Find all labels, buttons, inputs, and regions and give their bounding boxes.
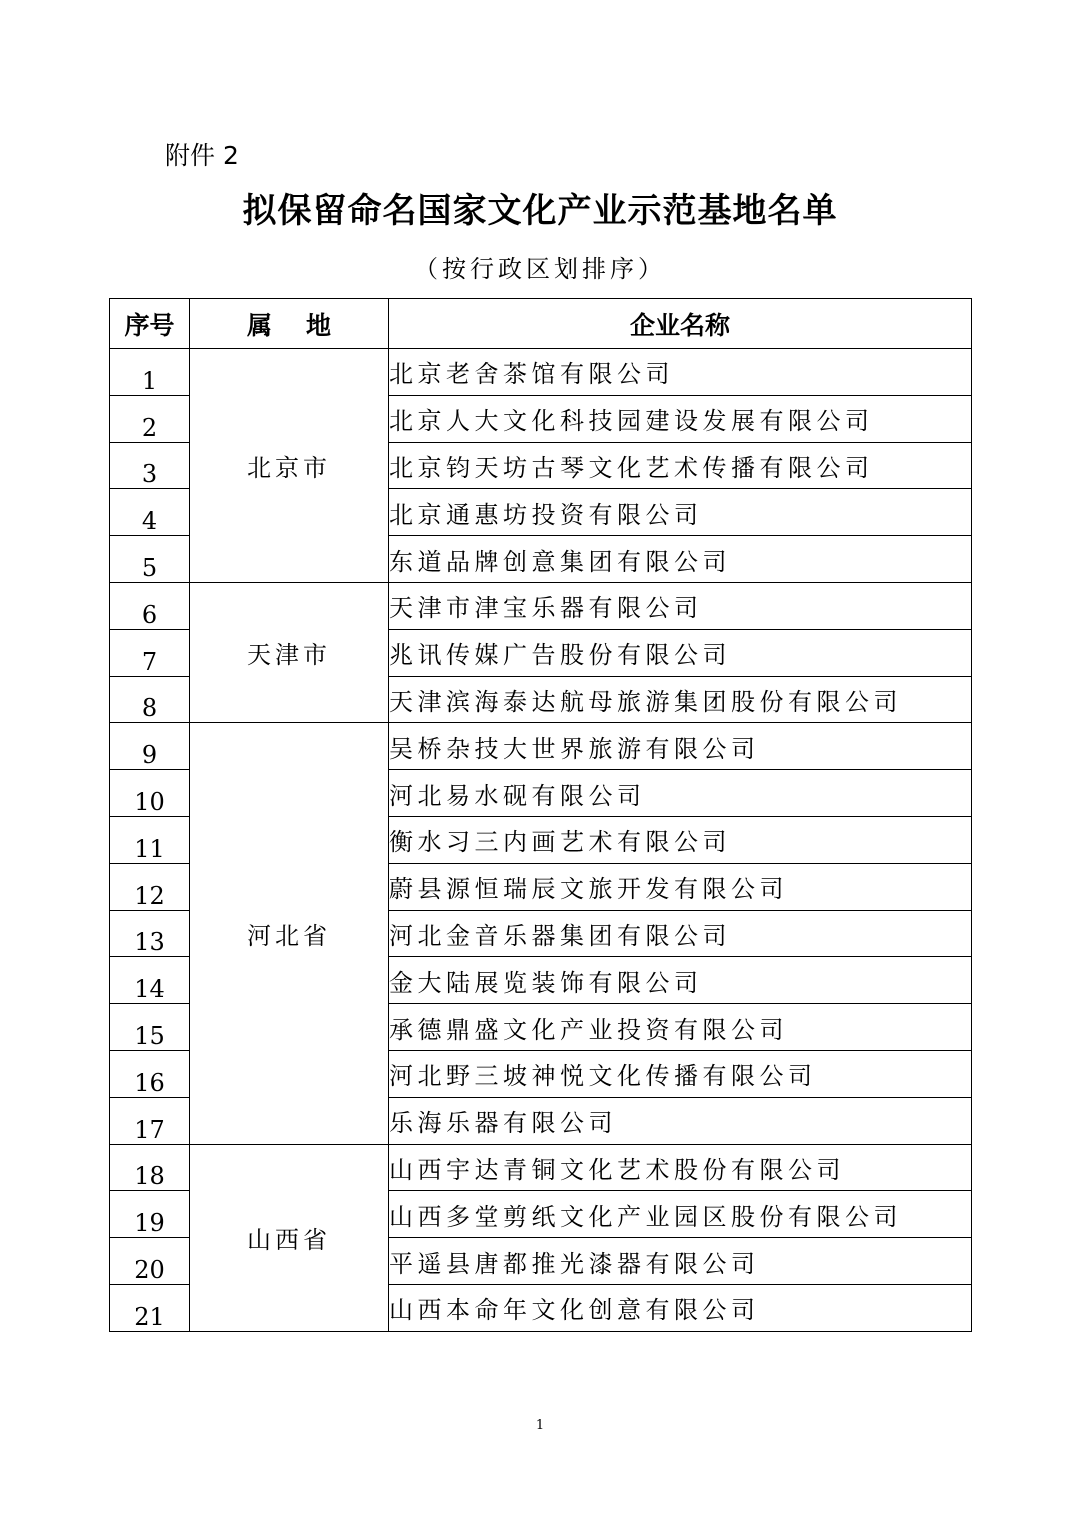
serial-number-cell: 10 <box>110 770 190 817</box>
attachment-label: 附件 2 <box>165 141 239 170</box>
serial-number-cell: 12 <box>110 863 190 910</box>
company-name-cell: 天津市津宝乐器有限公司 <box>389 582 972 629</box>
company-name-cell: 天津滨海泰达航母旅游集团股份有限公司 <box>389 676 972 723</box>
table-body <box>110 349 972 1332</box>
page-number: 1 <box>535 1418 545 1433</box>
company-name-cell: 吴桥杂技大世界旅游有限公司 <box>389 723 972 770</box>
serial-number-cell: 8 <box>110 676 190 723</box>
company-name-cell: 河北金音乐器集团有限公司 <box>389 910 972 957</box>
region-cell: 河北省 <box>190 723 389 1144</box>
serial-number-cell: 2 <box>110 395 190 442</box>
company-name-cell: 平遥县唐都推光漆器有限公司 <box>389 1238 972 1285</box>
serial-number-cell: 13 <box>110 910 190 957</box>
table-row <box>110 723 972 770</box>
table-row <box>110 582 972 629</box>
company-name-cell: 河北野三坡神悦文化传播有限公司 <box>389 1050 972 1097</box>
company-name-cell: 山西多堂剪纸文化产业园区股份有限公司 <box>389 1191 972 1238</box>
serial-number-cell: 15 <box>110 1004 190 1051</box>
serial-number-cell: 11 <box>110 816 190 863</box>
serial-number-cell: 3 <box>110 442 190 489</box>
company-name-cell: 北京老舍茶馆有限公司 <box>389 349 972 396</box>
base-list-table <box>109 298 972 1332</box>
serial-number-cell: 1 <box>110 349 190 396</box>
table-header-row <box>110 299 972 349</box>
serial-number-cell: 18 <box>110 1144 190 1191</box>
company-name-cell: 北京通惠坊投资有限公司 <box>389 489 972 536</box>
company-name-cell: 兆讯传媒广告股份有限公司 <box>389 629 972 676</box>
serial-number-cell: 21 <box>110 1284 190 1331</box>
company-name-cell: 河北易水砚有限公司 <box>389 770 972 817</box>
table-row <box>110 349 972 396</box>
serial-number-cell: 4 <box>110 489 190 536</box>
company-name-cell: 山西宇达青铜文化艺术股份有限公司 <box>389 1144 972 1191</box>
serial-number-cell: 7 <box>110 629 190 676</box>
serial-number-cell: 14 <box>110 957 190 1004</box>
region-cell: 天津市 <box>190 582 389 722</box>
company-name-cell: 乐海乐器有限公司 <box>389 1097 972 1144</box>
company-name-cell: 北京钧天坊古琴文化艺术传播有限公司 <box>389 442 972 489</box>
company-name-cell: 衡水习三内画艺术有限公司 <box>389 816 972 863</box>
company-name-cell: 东道品牌创意集团有限公司 <box>389 536 972 583</box>
serial-number-cell: 19 <box>110 1191 190 1238</box>
serial-number-cell: 9 <box>110 723 190 770</box>
document-title: 拟保留命名国家文化产业示范基地名单 <box>242 191 838 231</box>
region-cell: 北京市 <box>190 349 389 583</box>
company-name-cell: 山西本命年文化创意有限公司 <box>389 1284 972 1331</box>
table-row <box>110 1144 972 1191</box>
serial-number-cell: 20 <box>110 1238 190 1285</box>
header-region <box>190 299 389 349</box>
company-name-cell: 蔚县源恒瑞辰文旅开发有限公司 <box>389 863 972 910</box>
serial-number-cell: 17 <box>110 1097 190 1144</box>
header-serial-number: 序号 <box>110 299 190 349</box>
region-cell: 山西省 <box>190 1144 389 1331</box>
serial-number-cell: 5 <box>110 536 190 583</box>
company-name-cell: 金大陆展览装饰有限公司 <box>389 957 972 1004</box>
company-name-cell: 北京人大文化科技园建设发展有限公司 <box>389 395 972 442</box>
company-name-cell: 承德鼎盛文化产业投资有限公司 <box>389 1004 972 1051</box>
header-region-char-2: 地 <box>306 310 332 340</box>
serial-number-cell: 6 <box>110 582 190 629</box>
header-region-char-1: 属 <box>246 310 272 340</box>
serial-number-cell: 16 <box>110 1050 190 1097</box>
header-company-name: 企业名称 <box>389 299 972 349</box>
document-subtitle: （按行政区划排序） <box>414 255 666 283</box>
